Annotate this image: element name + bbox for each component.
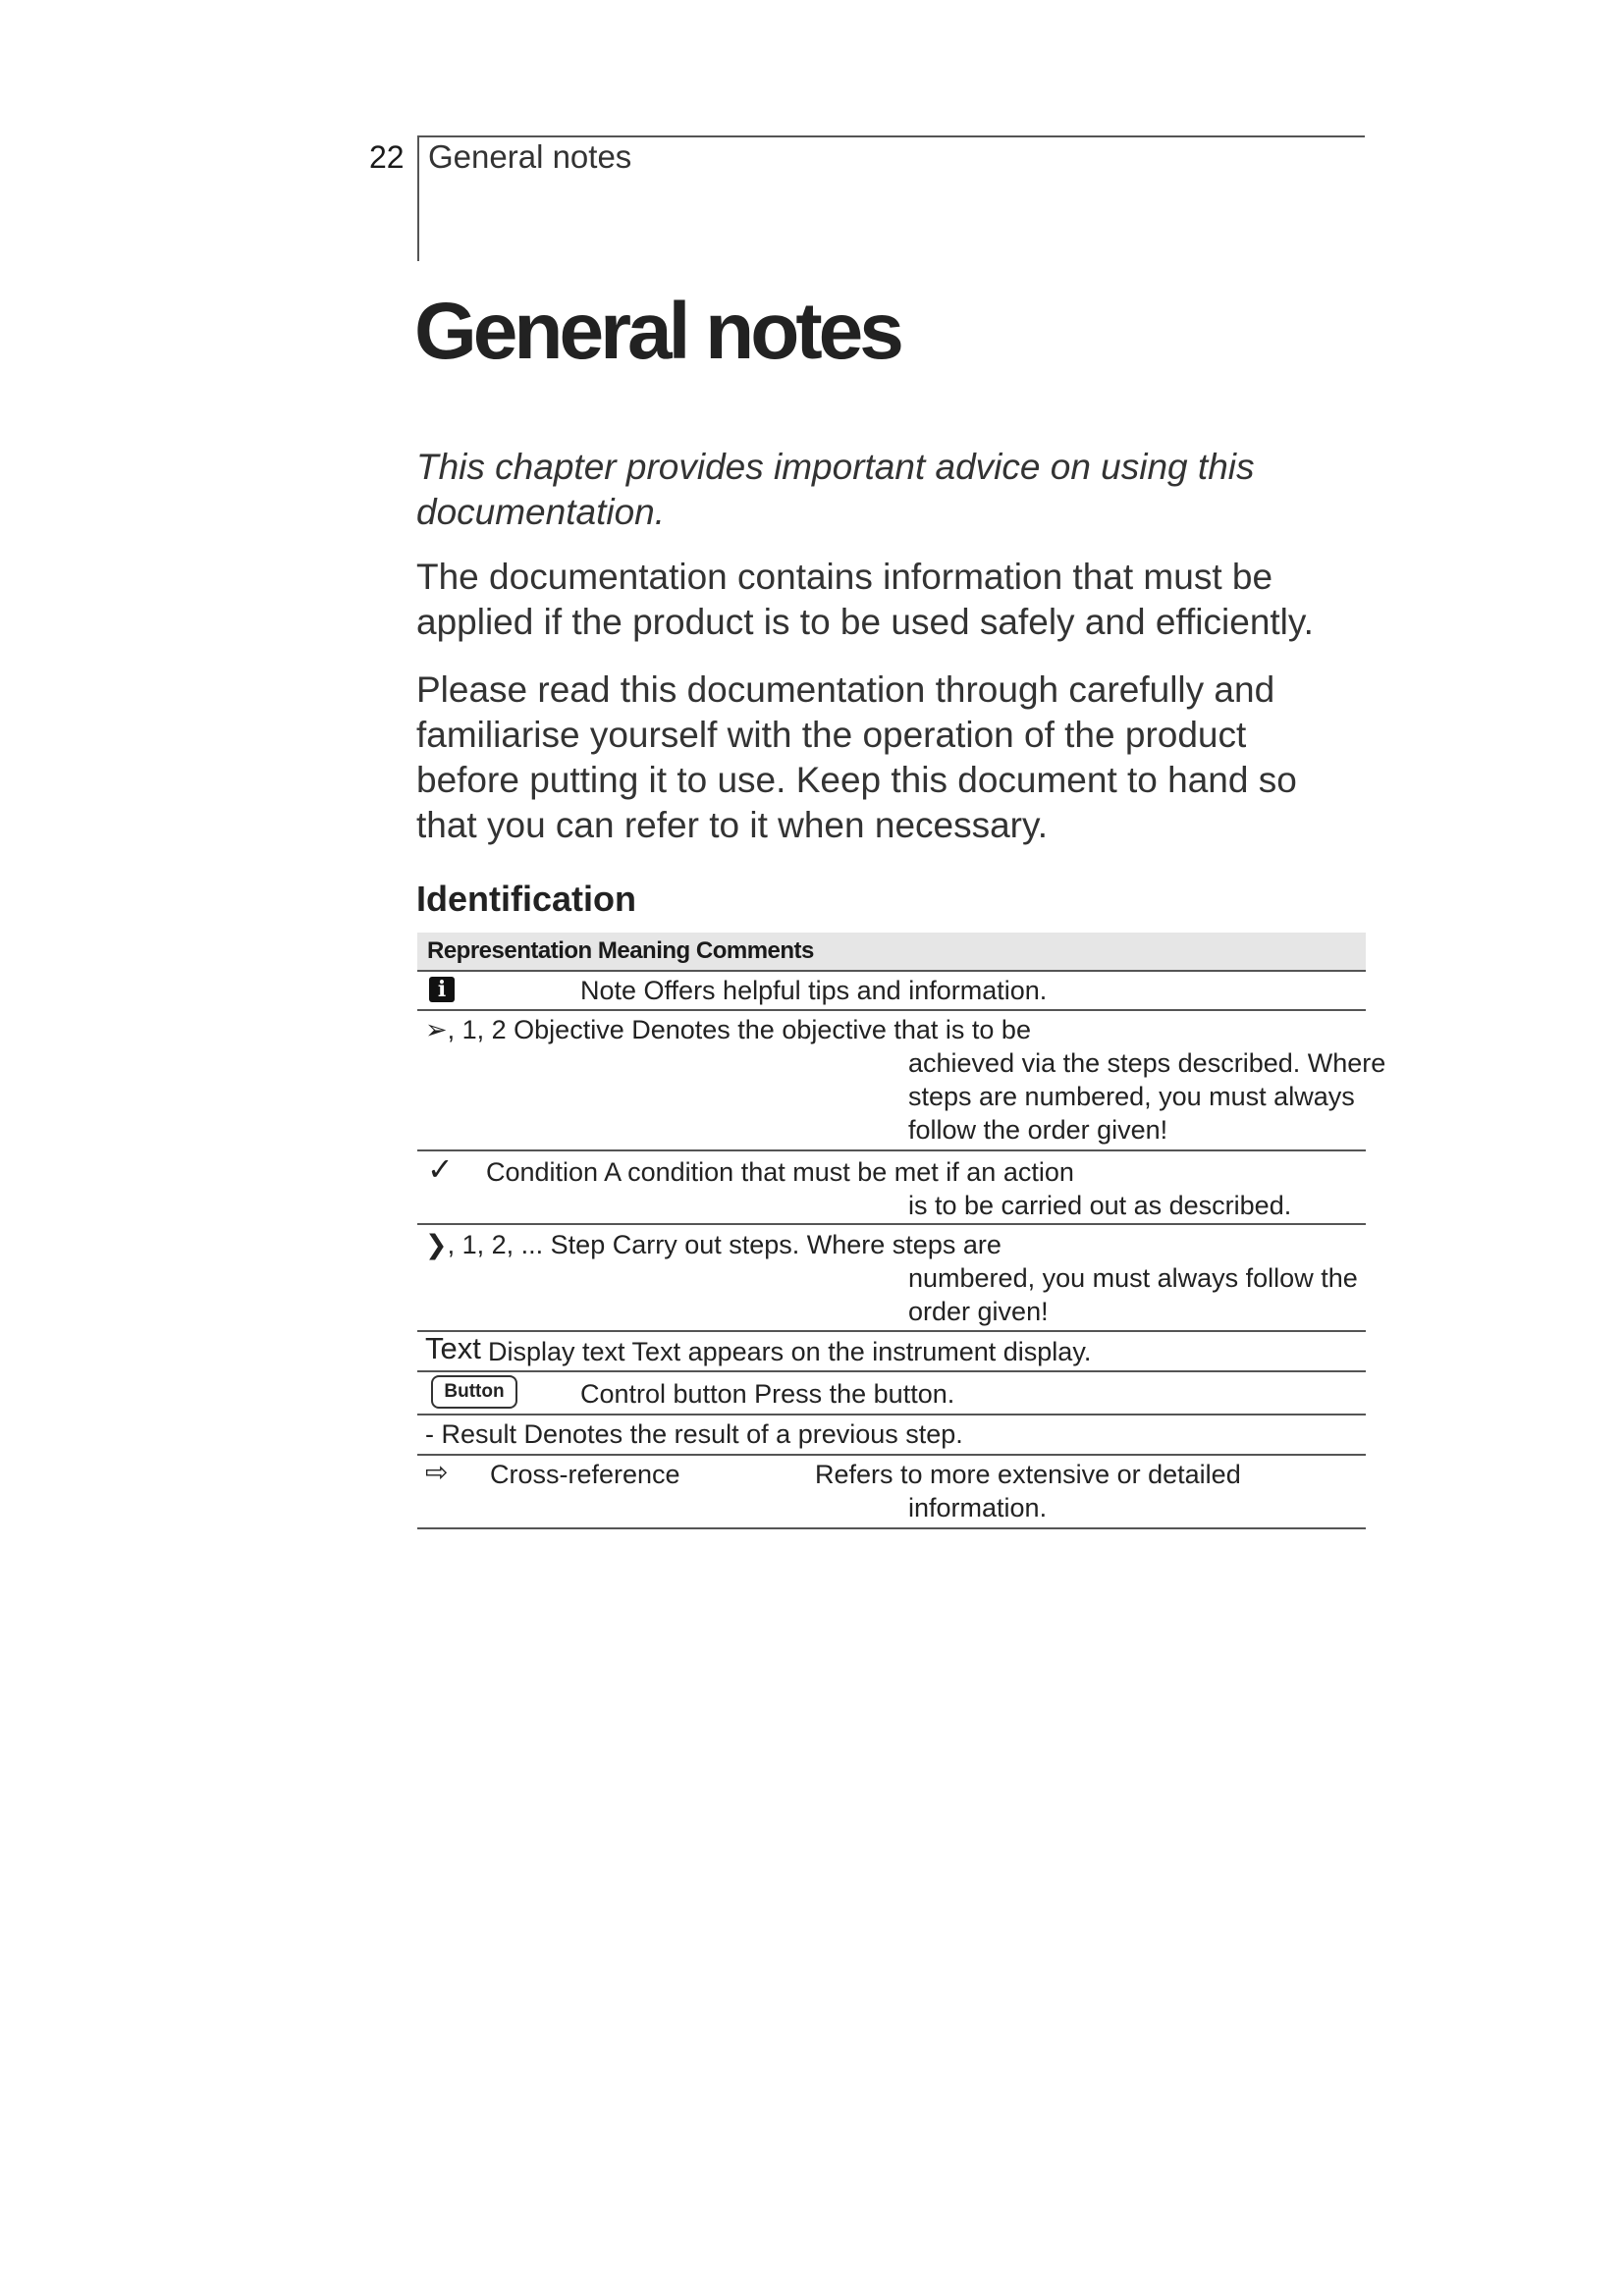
section-heading: Identification <box>416 879 636 919</box>
row-condition-lead: Condition A condition that must be met if an action <box>486 1157 1074 1187</box>
row-cross-reference-comment: Refers to more extensive or detailed <box>815 1460 1241 1489</box>
row-note-text: Note Offers helpful tips and information. <box>580 976 1048 1005</box>
row-objective-cont-3: follow the order given! <box>908 1115 1168 1145</box>
row-condition-cont-1: is to be carried out as described. <box>908 1191 1292 1220</box>
button-icon: Button <box>431 1375 517 1409</box>
table-row-control-button <box>417 1372 1366 1415</box>
table-row-step <box>417 1225 1366 1332</box>
chapter-title: General notes <box>414 287 900 376</box>
row-objective-lead: ➢, 1, 2 Objective Denotes the objective that is to be <box>425 1015 1031 1044</box>
table-header: Representation Meaning Comments <box>417 933 1366 972</box>
running-title: General notes <box>428 138 632 175</box>
chapter-intro: This chapter provides important advice on using this documentation. <box>416 447 1255 532</box>
table-row-result <box>417 1415 1366 1456</box>
row-objective-cont-1: achieved via the steps described. Where <box>908 1048 1386 1078</box>
display-text-sample: Text <box>425 1331 481 1365</box>
row-cross-reference-cont-1: information. <box>908 1493 1048 1522</box>
table-row-display-text <box>417 1332 1366 1372</box>
table-row-cross-reference <box>417 1456 1366 1529</box>
row-control-button-text: Control button Press the button. <box>580 1379 955 1409</box>
check-icon: ✓ <box>427 1151 454 1187</box>
cross-reference-icon: ⇨ <box>425 1457 449 1487</box>
paragraph-2: Please read this documentation through carefully and familiarise yourself with the operation of the product before putting it to use. Keep this document to hand so that you can refer to it when necessary. <box>416 669 1297 845</box>
row-step-lead: ❯, 1, 2, ... Step Carry out steps. Where steps are <box>425 1230 1001 1259</box>
row-step-cont-1: numbered, you must always follow the <box>908 1263 1358 1293</box>
row-step-cont-2: order given! <box>908 1297 1049 1326</box>
page-number: 22 <box>369 139 405 175</box>
row-cross-reference-meaning: Cross-reference <box>490 1460 680 1489</box>
row-result-text: - Result Denotes the result of a previous step. <box>425 1419 963 1449</box>
table-row-note <box>417 972 1366 1011</box>
header-vertical-rule <box>417 135 419 261</box>
identification-table <box>417 933 1386 1529</box>
row-display-text: Display text Text appears on the instrument display. <box>488 1337 1092 1366</box>
table-row-objective <box>417 1011 1386 1151</box>
info-icon: i <box>429 977 455 1002</box>
row-objective-cont-2: steps are numbered, you must always <box>908 1082 1355 1111</box>
table-row-condition <box>417 1151 1366 1225</box>
paragraph-1: The documentation contains information that must be applied if the product is to be used safely and efficiently. <box>416 557 1314 642</box>
